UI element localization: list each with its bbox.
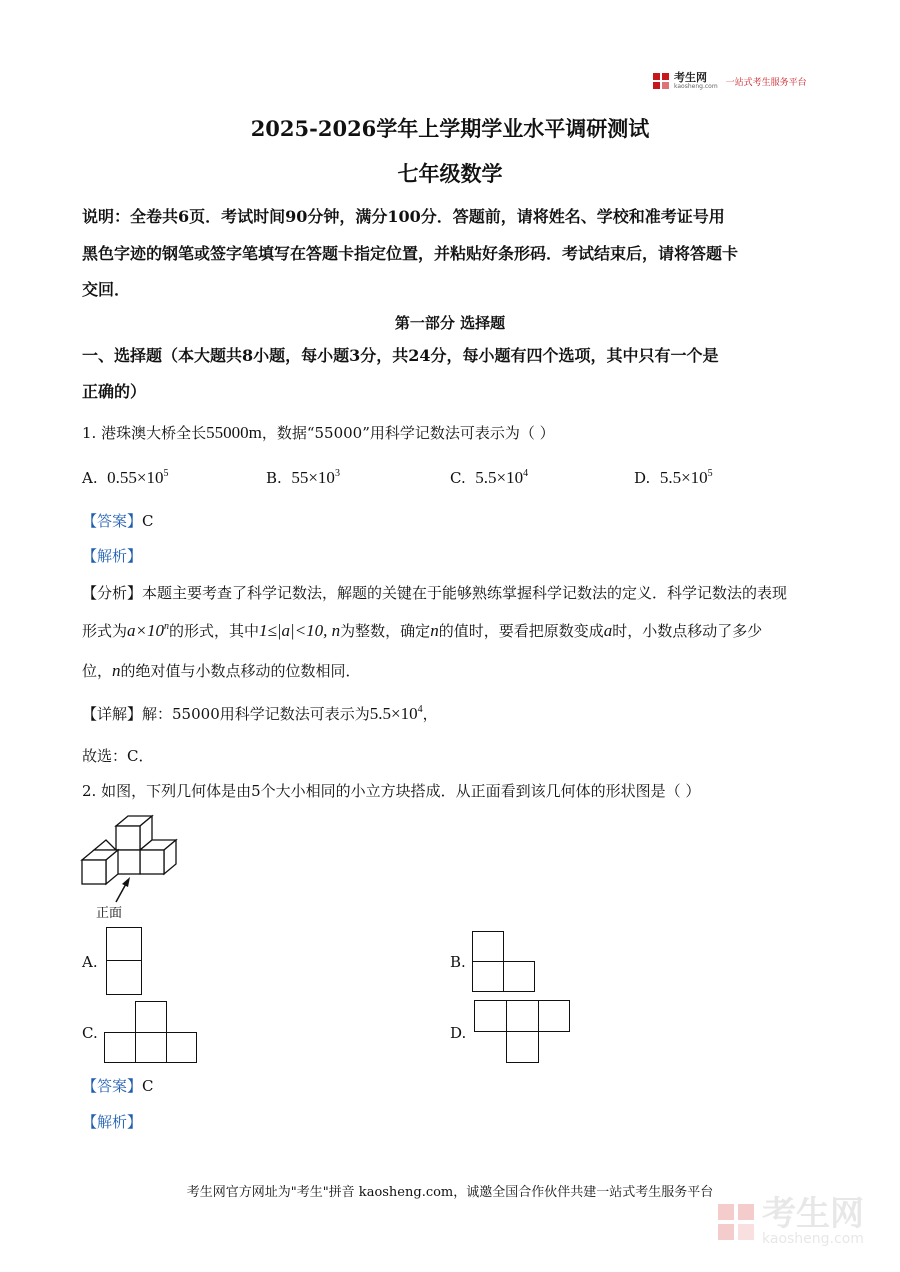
watermark-domain: kaosheng.com [762,1231,864,1247]
q1-fenxi-line-3: 位，n的绝对值与小数点移动的位数相同． [82,661,361,680]
q2-answer: 【答案】C [82,1077,154,1095]
header-logo [652,72,807,90]
logo-name: 考生网 [674,70,707,84]
logo-slogan: 一站式考生服务平台 [725,77,807,88]
q1-option-b: B. $55\times 10^3$ [266,468,340,487]
part-title: 第一部分 选择题 [394,314,506,332]
option-c-square-bottom-right [166,1032,197,1063]
q2-front-label: 正面 [96,906,123,921]
option-d-square-top-mid [506,1000,539,1032]
q1-stem: 1. 港珠澳大桥全长55000m，数据“55000”用科学记数法可表示为（ ） [82,423,555,442]
watermark [716,1194,864,1247]
q1-analysis-label: 【解析】 [82,547,143,565]
option-b-square-bottom-left [472,961,504,992]
q1-xiangjie: 【详解】解：55000用科学记数法可表示为$5.5\times 10^4$， [82,704,438,723]
q2-option-c-label: C. [82,1024,98,1042]
instructions-line-3: 交回． [82,280,131,299]
q1-fenxi-line-1: 【分析】本题主要考查了科学记数法，解题的关键在于能够熟练掌握科学记数法的定义．科学记数法的表现 [82,584,788,602]
section-heading-line-1: 一、选择题（本大题共8小题，每小题3分，共24分，每小题有四个选项，其中只有一个是 [82,346,719,365]
q1-option-c: C. $5.5\times 10^4$ [450,468,529,487]
option-a-square-bottom [106,960,142,995]
q2-option-a-label: A. [82,953,98,971]
kaosheng-logo-icon [652,72,670,90]
q1-answer: 【答案】C [82,512,154,530]
option-d-square-bottom [506,1031,539,1063]
watermark-name: 考生网 [762,1194,864,1234]
q1-fenxi-line-2: 形式为$a\times 10^n$的形式，其中1≤|a|<10, n为整数，确定n的值时，要看把原数变成a时，小数点移动了多少 [82,621,763,640]
logo-domain: kaosheng.com [674,82,718,90]
q2-cube-figure [78,812,188,924]
q2-option-b-label: B. [450,953,466,971]
option-c-square-top [135,1001,167,1033]
option-c-square-bottom-mid [135,1032,167,1063]
option-d-square-top-left [474,1000,507,1032]
page-subtitle: 七年级数学 [397,161,503,186]
q2-option-d-label: D. [450,1024,467,1042]
option-a-square-top [106,927,142,961]
q2-stem: 2. 如图，下列几何体是由5个大小相同的小立方块搭成．从正面看到该几何体的形状图是（ ） [82,782,701,800]
instructions-line-1: 说明：全卷共6页．考试时间90分钟，满分100分．答题前，请将姓名、学校和准考证号用 [82,207,725,226]
q1-option-d: D. $5.5\times 10^5$ [634,468,713,487]
instructions-line-2: 黑色字迹的钢笔或签字笔填写在答题卡指定位置，并粘贴好条形码．考试结束后，请将答题卡 [82,244,739,263]
q2-analysis-label: 【解析】 [82,1113,143,1131]
option-b-square-bottom-right [503,961,535,992]
q1-option-a: A. $0.55\times 10^5$ [82,468,169,487]
page-footer: 考生网官方网址为"考生"拼音 kaosheng.com，诚邀全国合作伙伴共建一站式考生服务平台 [186,1185,714,1200]
option-c-square-bottom-left [104,1032,136,1063]
option-d-square-top-right [538,1000,570,1032]
option-b-square-top [472,931,504,962]
watermark-logo-icon [716,1202,756,1242]
q1-conclusion: 故选：C． [82,747,154,765]
section-heading-line-2: 正确的） [82,382,147,401]
page-title: 2025-2026学年上学期学业水平调研测试 [250,116,650,141]
